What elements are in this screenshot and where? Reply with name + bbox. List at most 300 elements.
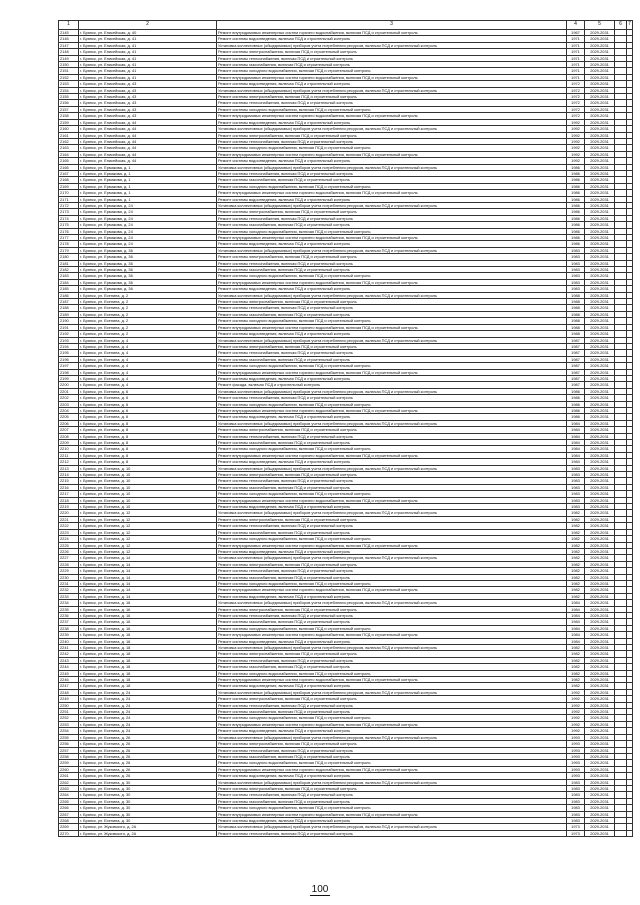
planned-period-cell: 2029-2031 — [585, 81, 615, 87]
address-cell: г. Брянск, ул. Ермакова, д. 1 — [79, 190, 217, 196]
address-cell: г. Брянск, ул. Есенина, д. 18 — [79, 657, 217, 663]
address-cell: г. Брянск, ул. Есенина, д. 18 — [79, 683, 217, 689]
work-type-cell: Ремонт системы холодного водоснабжения, включая ПСД и строительный контроль — [217, 273, 567, 279]
work-type-cell: Ремонт внутридомовых инженерных систем горячего водоснабжения, включая ПСД и строительный контроль — [217, 30, 567, 36]
document-page — [58, 20, 632, 837]
work-type-cell: Ремонт системы электроснабжения, включая ПСД и строительный контроль — [217, 343, 567, 349]
row-number-cell: 2260 — [59, 766, 79, 772]
row-number-cell: 2240 — [59, 638, 79, 644]
planned-period-cell: 2029-2031 — [585, 670, 615, 676]
row-number-cell: 2159 — [59, 119, 79, 125]
address-cell: г. Брянск, ул. Енисейская, д. 43 — [79, 106, 217, 112]
address-cell: г. Брянск, ул. Ермакова, д. 24 — [79, 215, 217, 221]
work-type-cell: Установка коллективных (общедомовых) приборов учета потребления ресурсов, включая ПСД и строительный контроль — [217, 645, 567, 651]
work-type-cell: Ремонт системы холодного водоснабжения, включая ПСД и строительный контроль — [217, 715, 567, 721]
year-built-cell: 1986 — [567, 388, 585, 394]
year-built-cell: 1983 — [567, 785, 585, 791]
planned-period-cell: 2029-2031 — [585, 401, 615, 407]
work-type-cell: Ремонт системы газоснабжения, включая ПСД и строительный контроль — [217, 709, 567, 715]
year-built-cell: 1987 — [567, 375, 585, 381]
row-number-cell: 2194 — [59, 343, 79, 349]
row-number-cell: 2228 — [59, 561, 79, 567]
row-number-cell: 2178 — [59, 241, 79, 247]
planned-period-cell: 2029-2031 — [585, 388, 615, 394]
address-cell: г. Брянск, ул. Есенина, д. 4 — [79, 337, 217, 343]
work-type-cell: Установка коллективных (общедомовых) приборов учета потребления ресурсов, включая ПСД и строительный контроль — [217, 824, 567, 830]
year-built-cell: 1993 — [567, 747, 585, 753]
row-number-cell: 2241 — [59, 645, 79, 651]
work-type-cell: Установка коллективных (общедомовых) приборов учета потребления ресурсов, включая ПСД и строительный контроль — [217, 126, 567, 132]
planned-period-cell: 2029-2031 — [585, 286, 615, 292]
work-type-cell: Ремонт системы холодного водоснабжения, включая ПСД и строительный контроль — [217, 760, 567, 766]
address-cell: г. Брянск, ул. Ермакова, д. 1 — [79, 164, 217, 170]
planned-period-cell: 2029-2031 — [585, 228, 615, 234]
year-built-cell: 1982 — [567, 516, 585, 522]
row-number-cell: 2268 — [59, 817, 79, 823]
work-type-cell: Ремонт системы водоотведения, включая ПСД и строительный контроль — [217, 241, 567, 247]
column-header: 1 — [59, 21, 79, 30]
year-built-cell: 1982 — [567, 645, 585, 651]
year-built-cell: 1983 — [567, 798, 585, 804]
row-number-cell: 2269 — [59, 824, 79, 830]
year-built-cell: 1984 — [567, 606, 585, 612]
year-built-cell: 1971 — [567, 49, 585, 55]
address-cell: г. Брянск, ул. Енисейская, д. 44 — [79, 151, 217, 157]
planned-period-cell: 2029-2031 — [585, 132, 615, 138]
address-cell: г. Брянск, ул. Есенина, д. 16 — [79, 619, 217, 625]
planned-period-cell: 2029-2031 — [585, 337, 615, 343]
address-cell: г. Брянск, ул. Есенина, д. 30 — [79, 798, 217, 804]
year-built-cell: 1987 — [567, 350, 585, 356]
row-number-cell: 2162 — [59, 138, 79, 144]
address-cell: г. Брянск, ул. Енисейская, д. 44 — [79, 119, 217, 125]
address-cell: г. Брянск, ул. Енисейская, д. 41 — [79, 42, 217, 48]
work-type-cell: Ремонт системы водоотведения, включая ПСД и строительный контроль — [217, 81, 567, 87]
year-built-cell: 1982 — [567, 523, 585, 529]
row-number-cell: 2231 — [59, 580, 79, 586]
planned-period-cell: 2029-2031 — [585, 600, 615, 606]
planned-period-cell: 2029-2031 — [585, 145, 615, 151]
address-cell: г. Брянск, ул. Ермакова, д. 24 — [79, 241, 217, 247]
row-number-cell: 2166 — [59, 164, 79, 170]
work-type-cell: Ремонт системы электроснабжения, включая ПСД и строительный контроль — [217, 132, 567, 138]
planned-period-cell: 2029-2031 — [585, 440, 615, 446]
year-built-cell: 1982 — [567, 683, 585, 689]
address-cell: г. Брянск, ул. Есенина, д. 30 — [79, 792, 217, 798]
planned-period-cell: 2029-2031 — [585, 414, 615, 420]
planned-period-cell: 2029-2031 — [585, 516, 615, 522]
work-type-cell: Ремонт системы теплоснабжения, включая ПСД и строительный контроль — [217, 260, 567, 266]
year-built-cell: 1993 — [567, 773, 585, 779]
address-cell: г. Брянск, ул. Есенина, д. 12 — [79, 510, 217, 516]
planned-period-cell: 2029-2031 — [585, 395, 615, 401]
work-type-cell: Ремонт системы холодного водоснабжения, включая ПСД и строительный контроль — [217, 670, 567, 676]
work-type-cell: Ремонт системы холодного водоснабжения, включая ПСД и строительный контроль — [217, 363, 567, 369]
work-type-cell: Ремонт фасада, включая ПСД и строительный контроль — [217, 382, 567, 388]
row-number-cell: 2248 — [59, 689, 79, 695]
work-type-cell: Ремонт системы теплоснабжения, включая ПСД и строительный контроль — [217, 350, 567, 356]
year-built-cell: 1993 — [567, 766, 585, 772]
address-cell: г. Брянск, ул. Есенина, д. 14 — [79, 555, 217, 561]
row-number-cell: 2173 — [59, 209, 79, 215]
year-built-cell: 1987 — [567, 363, 585, 369]
row-number-cell: 2203 — [59, 401, 79, 407]
planned-period-cell: 2029-2031 — [585, 30, 615, 36]
address-cell: г. Брянск, ул. Жуковского, д. 2А — [79, 830, 217, 836]
address-cell: г. Брянск, ул. Есенина, д. 10 — [79, 478, 217, 484]
row-number-cell: 2256 — [59, 741, 79, 747]
address-cell: г. Брянск, ул. Есенина, д. 12 — [79, 523, 217, 529]
work-type-cell: Ремонт внутридомовых инженерных систем горячего водоснабжения, включая ПСД и строительный контроль — [217, 190, 567, 196]
year-built-cell: 1992 — [567, 696, 585, 702]
planned-period-cell: 2029-2031 — [585, 87, 615, 93]
work-type-cell: Ремонт системы водоотведения, включая ПСД и строительный контроль — [217, 36, 567, 42]
planned-period-cell: 2029-2031 — [585, 645, 615, 651]
work-type-cell: Ремонт системы газоснабжения, включая ПСД и строительный контроль — [217, 311, 567, 317]
address-cell: г. Брянск, ул. Есенина, д. 12 — [79, 529, 217, 535]
planned-period-cell: 2029-2031 — [585, 753, 615, 759]
year-built-cell: 1982 — [567, 536, 585, 542]
year-built-cell: 1971 — [567, 42, 585, 48]
row-number-cell: 2267 — [59, 811, 79, 817]
work-type-cell: Ремонт системы теплоснабжения, включая ПСД и строительный контроль — [217, 305, 567, 311]
planned-period-cell: 2029-2031 — [585, 292, 615, 298]
planned-period-cell: 2029-2031 — [585, 824, 615, 830]
row-number-cell: 2257 — [59, 747, 79, 753]
row-number-cell: 2244 — [59, 664, 79, 670]
address-cell: г. Брянск, ул. Енисейская, д. 44 — [79, 126, 217, 132]
year-built-cell: 1972 — [567, 94, 585, 100]
row-number-cell: 2216 — [59, 484, 79, 490]
planned-period-cell: 2029-2031 — [585, 62, 615, 68]
row-number-cell: 2250 — [59, 702, 79, 708]
planned-period-cell: 2029-2031 — [585, 235, 615, 241]
work-type-cell: Ремонт системы водоотведения, включая ПСД и строительный контроль — [217, 459, 567, 465]
work-type-cell: Ремонт системы газоснабжения, включая ПСД и строительный контроль — [217, 664, 567, 670]
work-type-cell: Ремонт системы теплоснабжения, включая ПСД и строительный контроль — [217, 792, 567, 798]
work-type-cell: Ремонт системы электроснабжения, включая ПСД и строительный контроль — [217, 651, 567, 657]
row-number-cell: 2199 — [59, 375, 79, 381]
address-cell: г. Брянск, ул. Енисейская, д. 41 — [79, 62, 217, 68]
address-cell: г. Брянск, ул. Есенина, д. 10 — [79, 504, 217, 510]
address-cell: г. Брянск, ул. Есенина, д. 8 — [79, 427, 217, 433]
empty-cell — [615, 830, 627, 836]
planned-period-cell: 2029-2031 — [585, 484, 615, 490]
work-type-cell: Ремонт системы водоотведения, включая ПСД и строительный контроль — [217, 773, 567, 779]
address-cell: г. Брянск, ул. Есенина, д. 2 — [79, 305, 217, 311]
work-type-cell: Установка коллективных (общедомовых) приборов учета потребления ресурсов, включая ПСД и строительный контроль — [217, 337, 567, 343]
work-type-cell: Ремонт системы теплоснабжения, включая ПСД и строительный контроль — [217, 170, 567, 176]
row-number-cell: 2191 — [59, 324, 79, 330]
planned-period-cell: 2029-2031 — [585, 190, 615, 196]
planned-period-cell: 2029-2031 — [585, 542, 615, 548]
planned-period-cell: 2029-2031 — [585, 721, 615, 727]
planned-period-cell: 2029-2031 — [585, 561, 615, 567]
row-number-cell: 2209 — [59, 440, 79, 446]
work-type-cell: Ремонт системы теплоснабжения, включая ПСД и строительный контроль — [217, 100, 567, 106]
planned-period-cell: 2029-2031 — [585, 369, 615, 375]
planned-period-cell: 2029-2031 — [585, 465, 615, 471]
row-number-cell: 2204 — [59, 407, 79, 413]
row-number-cell: 2174 — [59, 215, 79, 221]
row-number-cell: 2147 — [59, 42, 79, 48]
address-cell: г. Брянск, ул. Есенина, д. 2 — [79, 299, 217, 305]
work-type-cell: Ремонт системы газоснабжения, включая ПСД и строительный контроль — [217, 753, 567, 759]
address-cell: г. Брянск, ул. Есенина, д. 12 — [79, 536, 217, 542]
planned-period-cell: 2029-2031 — [585, 715, 615, 721]
row-number-cell: 2213 — [59, 465, 79, 471]
planned-period-cell: 2029-2031 — [585, 363, 615, 369]
row-number-cell: 2160 — [59, 126, 79, 132]
row-number-cell: 2176 — [59, 228, 79, 234]
column-header: 7 — [627, 21, 633, 30]
address-cell: г. Брянск, ул. Есенина, д. 6 — [79, 388, 217, 394]
planned-period-cell: 2029-2031 — [585, 254, 615, 260]
address-cell: г. Брянск, ул. Есенина, д. 10 — [79, 497, 217, 503]
planned-period-cell: 2029-2031 — [585, 504, 615, 510]
row-number-cell: 2236 — [59, 612, 79, 618]
address-cell: г. Брянск, ул. Есенина, д. 2 — [79, 311, 217, 317]
row-number-cell: 2265 — [59, 798, 79, 804]
work-type-cell: Ремонт системы электроснабжения, включая ПСД и строительный контроль — [217, 561, 567, 567]
work-type-cell: Ремонт системы водоотведения, включая ПСД и строительный контроль — [217, 817, 567, 823]
year-built-cell: 1972 — [567, 106, 585, 112]
planned-period-cell: 2029-2031 — [585, 177, 615, 183]
work-type-cell: Ремонт внутридомовых инженерных систем горячего водоснабжения, включая ПСД и строительный контроль — [217, 542, 567, 548]
address-cell: г. Брянск, ул. Есенина, д. 24 — [79, 702, 217, 708]
address-cell: г. Брянск, ул. Енисейская, д. 41 — [79, 74, 217, 80]
row-number-cell: 2227 — [59, 555, 79, 561]
row-number-cell: 2262 — [59, 779, 79, 785]
year-built-cell: 1986 — [567, 222, 585, 228]
row-number-cell: 2242 — [59, 651, 79, 657]
work-type-cell: Ремонт системы холодного водоснабжения, включая ПСД и строительный контроль — [217, 106, 567, 112]
row-number-cell: 2207 — [59, 427, 79, 433]
year-built-cell: 1988 — [567, 324, 585, 330]
year-built-cell: 1984 — [567, 619, 585, 625]
work-type-cell: Ремонт системы водоотведения, включая ПСД и строительный контроль — [217, 375, 567, 381]
work-type-cell: Ремонт системы теплоснабжения, включая ПСД и строительный контроль — [217, 215, 567, 221]
year-built-cell: 1983 — [567, 465, 585, 471]
address-cell: г. Брянск, ул. Есенина, д. 12 — [79, 542, 217, 548]
row-number-cell: 2190 — [59, 318, 79, 324]
year-built-cell: 1992 — [567, 126, 585, 132]
address-cell: г. Брянск, ул. Ермакова, д. 36 — [79, 286, 217, 292]
row-number-cell: 2189 — [59, 311, 79, 317]
row-number-cell: 2175 — [59, 222, 79, 228]
year-built-cell: 1986 — [567, 401, 585, 407]
planned-period-cell: 2029-2031 — [585, 529, 615, 535]
work-type-cell: Ремонт системы теплоснабжения, включая ПСД и строительный контроль — [217, 523, 567, 529]
capital-repair-table — [58, 20, 633, 837]
planned-period-cell: 2029-2031 — [585, 664, 615, 670]
address-cell: г. Брянск, ул. Есенина, д. 6 — [79, 395, 217, 401]
work-type-cell: Установка коллективных (общедомовых) приборов учета потребления ресурсов, включая ПСД и строительный контроль — [217, 555, 567, 561]
row-number-cell: 2221 — [59, 516, 79, 522]
planned-period-cell: 2029-2031 — [585, 760, 615, 766]
row-number-cell: 2172 — [59, 202, 79, 208]
address-cell: г. Брянск, ул. Ермакова, д. 24 — [79, 228, 217, 234]
year-built-cell: 1988 — [567, 318, 585, 324]
year-built-cell: 1992 — [567, 132, 585, 138]
address-cell: г. Брянск, ул. Ермакова, д. 36 — [79, 279, 217, 285]
year-built-cell: 1983 — [567, 484, 585, 490]
year-built-cell: 1992 — [567, 709, 585, 715]
address-cell: г. Брянск, ул. Есенина, д. 30 — [79, 785, 217, 791]
row-number-cell: 2211 — [59, 452, 79, 458]
planned-period-cell: 2029-2031 — [585, 651, 615, 657]
year-built-cell: 1983 — [567, 472, 585, 478]
year-built-cell: 1992 — [567, 151, 585, 157]
work-type-cell: Установка коллективных (общедомовых) приборов учета потребления ресурсов, включая ПСД и строительный контроль — [217, 247, 567, 253]
address-cell: г. Брянск, ул. Есенина, д. 26 — [79, 760, 217, 766]
address-cell: г. Брянск, ул. Ермакова, д. 24 — [79, 202, 217, 208]
year-built-cell: 1988 — [567, 331, 585, 337]
address-cell: г. Брянск, ул. Есенина, д. 4 — [79, 382, 217, 388]
planned-period-cell: 2029-2031 — [585, 452, 615, 458]
work-type-cell: Ремонт системы холодного водоснабжения, включая ПСД и строительный контроль — [217, 145, 567, 151]
work-type-cell: Установка коллективных (общедомовых) приборов учета потребления ресурсов, включая ПСД и строительный контроль — [217, 292, 567, 298]
address-cell: г. Брянск, ул. Жуковского, д. 2А — [79, 824, 217, 830]
work-type-cell: Ремонт системы газоснабжения, включая ПСД и строительный контроль — [217, 440, 567, 446]
row-number-cell: 2210 — [59, 446, 79, 452]
address-cell: г. Брянск, ул. Есенина, д. 26 — [79, 747, 217, 753]
row-number-cell: 2232 — [59, 587, 79, 593]
planned-period-cell: 2029-2031 — [585, 433, 615, 439]
work-type-cell: Ремонт системы электроснабжения, включая ПСД и строительный контроль — [217, 785, 567, 791]
row-number-cell: 2169 — [59, 183, 79, 189]
row-number-cell: 2182 — [59, 267, 79, 273]
planned-period-cell: 2029-2031 — [585, 55, 615, 61]
planned-period-cell: 2029-2031 — [585, 510, 615, 516]
work-type-cell: Ремонт системы теплоснабжения, включая ПСД и строительный контроль — [217, 55, 567, 61]
row-number-cell: 2259 — [59, 760, 79, 766]
row-number-cell: 2148 — [59, 49, 79, 55]
row-number-cell: 2177 — [59, 235, 79, 241]
year-built-cell: 1988 — [567, 299, 585, 305]
year-built-cell: 1982 — [567, 677, 585, 683]
address-cell: г. Брянск, ул. Ермакова, д. 1 — [79, 196, 217, 202]
year-built-cell: 1983 — [567, 267, 585, 273]
year-built-cell: 1982 — [567, 670, 585, 676]
work-type-cell: Ремонт системы холодного водоснабжения, включая ПСД и строительный контроль — [217, 401, 567, 407]
row-number-cell: 2198 — [59, 369, 79, 375]
address-cell: г. Брянск, ул. Есенина, д. 12 — [79, 548, 217, 554]
year-built-cell: 1972 — [567, 81, 585, 87]
year-built-cell: 1983 — [567, 286, 585, 292]
row-number-cell: 2192 — [59, 331, 79, 337]
planned-period-cell: 2029-2031 — [585, 478, 615, 484]
address-cell: г. Брянск, ул. Есенина, д. 26 — [79, 773, 217, 779]
year-built-cell: 1983 — [567, 273, 585, 279]
work-type-cell: Ремонт внутридомовых инженерных систем горячего водоснабжения, включая ПСД и строительный контроль — [217, 113, 567, 119]
row-number-cell: 2158 — [59, 113, 79, 119]
address-cell: г. Брянск, ул. Есенина, д. 18 — [79, 651, 217, 657]
address-cell: г. Брянск, ул. Есенина, д. 26 — [79, 753, 217, 759]
year-built-cell: 1984 — [567, 632, 585, 638]
address-cell: г. Брянск, ул. Есенина, д. 24 — [79, 721, 217, 727]
row-number-cell: 2217 — [59, 491, 79, 497]
work-type-cell: Ремонт системы электроснабжения, включая ПСД и строительный контроль — [217, 49, 567, 55]
year-built-cell: 1987 — [567, 337, 585, 343]
address-cell: г. Брянск, ул. Есенина, д. 6 — [79, 407, 217, 413]
address-cell: г. Брянск, ул. Есенина, д. 24 — [79, 728, 217, 734]
work-type-cell: Ремонт системы водоотведения, включая ПСД и строительный контроль — [217, 119, 567, 125]
planned-period-cell: 2029-2031 — [585, 683, 615, 689]
year-built-cell: 1982 — [567, 529, 585, 535]
work-type-cell: Ремонт внутридомовых инженерных систем горячего водоснабжения, включая ПСД и строительный контроль — [217, 324, 567, 330]
work-type-cell: Ремонт системы электроснабжения, включая ПСД и строительный контроль — [217, 94, 567, 100]
year-built-cell: 1993 — [567, 753, 585, 759]
row-number-cell: 2215 — [59, 478, 79, 484]
year-built-cell: 1983 — [567, 254, 585, 260]
row-number-cell: 2235 — [59, 606, 79, 612]
year-built-cell: 1986 — [567, 228, 585, 234]
column-header: 5 — [585, 21, 615, 30]
work-type-cell: Ремонт системы газоснабжения, включая ПСД и строительный контроль — [217, 529, 567, 535]
empty-cell — [627, 830, 633, 836]
planned-period-cell: 2029-2031 — [585, 126, 615, 132]
planned-period-cell: 2029-2031 — [585, 536, 615, 542]
address-cell: г. Брянск, ул. Есенина, д. 30 — [79, 779, 217, 785]
work-type-cell: Ремонт системы электроснабжения, включая ПСД и строительный контроль — [217, 254, 567, 260]
planned-period-cell: 2029-2031 — [585, 68, 615, 74]
work-type-cell: Ремонт системы электроснабжения, включая ПСД и строительный контроль — [217, 472, 567, 478]
planned-period-cell: 2029-2031 — [585, 350, 615, 356]
page-number-text: 100 — [311, 884, 329, 895]
row-number-cell: 2219 — [59, 504, 79, 510]
work-type-cell: Ремонт внутридомовых инженерных систем горячего водоснабжения, включая ПСД и строительный контроль — [217, 632, 567, 638]
address-cell: г. Брянск, ул. Есенина, д. 26 — [79, 734, 217, 740]
work-type-cell: Ремонт системы газоснабжения, включая ПСД и строительный контроль — [217, 62, 567, 68]
work-type-cell: Установка коллективных (общедомовых) приборов учета потребления ресурсов, включая ПСД и строительный контроль — [217, 420, 567, 426]
year-built-cell: 1982 — [567, 561, 585, 567]
address-cell: г. Брянск, ул. Есенина, д. 18 — [79, 677, 217, 683]
row-number-cell: 2200 — [59, 382, 79, 388]
year-built-cell: 1983 — [567, 497, 585, 503]
address-cell: г. Брянск, ул. Ермакова, д. 36 — [79, 273, 217, 279]
address-cell: г. Брянск, ул. Есенина, д. 26 — [79, 766, 217, 772]
work-type-cell: Ремонт системы водоотведения, включая ПСД и строительный контроль — [217, 158, 567, 164]
planned-period-cell: 2029-2031 — [585, 49, 615, 55]
work-type-cell: Ремонт внутридомовых инженерных систем горячего водоснабжения, включая ПСД и строительный контроль — [217, 407, 567, 413]
planned-period-cell: 2029-2031 — [585, 459, 615, 465]
year-built-cell: 1993 — [567, 760, 585, 766]
planned-period-cell: 2029-2031 — [585, 331, 615, 337]
planned-period-cell: 2029-2031 — [585, 606, 615, 612]
row-number-cell: 2252 — [59, 715, 79, 721]
address-cell: г. Брянск, ул. Есенина, д. 14 — [79, 580, 217, 586]
year-built-cell: 1986 — [567, 209, 585, 215]
planned-period-cell: 2029-2031 — [585, 657, 615, 663]
year-built-cell: 1983 — [567, 811, 585, 817]
year-built-cell: 1992 — [567, 715, 585, 721]
address-cell: г. Брянск, ул. Есенина, д. 14 — [79, 574, 217, 580]
work-type-cell: Установка коллективных (общедомовых) приборов учета потребления ресурсов, включая ПСД и строительный контроль — [217, 465, 567, 471]
row-number-cell: 2170 — [59, 190, 79, 196]
planned-period-cell: 2029-2031 — [585, 356, 615, 362]
planned-period-cell: 2029-2031 — [585, 375, 615, 381]
work-type-cell: Установка коллективных (общедомовых) приборов учета потребления ресурсов, включая ПСД и строительный контроль — [217, 202, 567, 208]
work-type-cell: Ремонт системы теплоснабжения, включая ПСД и строительный контроль — [217, 478, 567, 484]
year-built-cell: 1986 — [567, 196, 585, 202]
planned-period-cell: 2029-2031 — [585, 164, 615, 170]
year-built-cell: 1982 — [567, 580, 585, 586]
row-number-cell: 2181 — [59, 260, 79, 266]
year-built-cell: 1988 — [567, 311, 585, 317]
year-built-cell: 1984 — [567, 600, 585, 606]
work-type-cell: Ремонт внутридомовых инженерных систем горячего водоснабжения, включая ПСД и строительный контроль — [217, 587, 567, 593]
